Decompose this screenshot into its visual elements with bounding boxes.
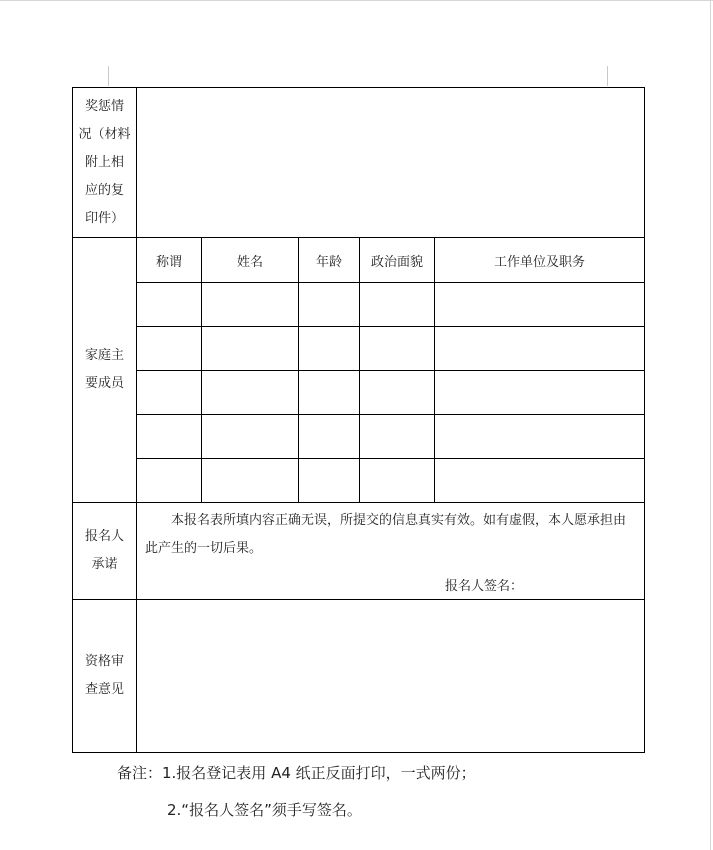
awards-row <box>73 88 645 238</box>
family-cell-employer-position[interactable] <box>435 327 645 371</box>
column-header-political-status: 政治面貌 <box>360 238 435 283</box>
family-cell-age[interactable] <box>299 327 360 371</box>
family-cell-employer-position[interactable] <box>435 415 645 459</box>
family-cell-political-status[interactable] <box>360 415 435 459</box>
page-top-edge <box>0 0 713 1</box>
family-cell-employer-position[interactable] <box>435 283 645 327</box>
family-cell-political-status[interactable] <box>360 283 435 327</box>
family-cell-name[interactable] <box>202 283 299 327</box>
review-row <box>73 600 645 753</box>
family-cell-name[interactable] <box>202 415 299 459</box>
family-cell-age[interactable] <box>299 371 360 415</box>
pledge-label: 报名人 承诺 <box>73 503 137 600</box>
family-cell-political-status[interactable] <box>360 459 435 503</box>
table-row <box>73 283 645 327</box>
column-header-age: 年龄 <box>299 238 360 283</box>
family-cell-age[interactable] <box>299 459 360 503</box>
family-cell-political-status[interactable] <box>360 327 435 371</box>
signature-label: 报名人签名： <box>445 579 524 594</box>
note-line-2: 2.“报名人签名”须手写签名。 <box>167 801 362 819</box>
family-cell-relation[interactable] <box>137 327 202 371</box>
table-row <box>73 415 645 459</box>
family-cell-age[interactable] <box>299 283 360 327</box>
awards-content-field[interactable] <box>137 88 645 238</box>
family-cell-name[interactable] <box>202 371 299 415</box>
family-cell-employer-position[interactable] <box>435 371 645 415</box>
registration-form-table <box>72 87 645 753</box>
notes <box>117 762 476 819</box>
table-row <box>73 327 645 371</box>
awards-label: 奖惩情 况（材料 附上相 应的复 印件） <box>73 88 137 238</box>
family-cell-employer-position[interactable] <box>435 459 645 503</box>
note-line-1: 备注：1.报名登记表用 A4 纸正反面打印，一式两份； <box>117 764 476 782</box>
pledge-content <box>137 503 645 600</box>
margin-mark-right <box>607 66 608 86</box>
pledge-text: 本报名表所填内容正确无误，所提交的信息真实有效。如有虚假，本人愿承担由此产生的一切后果。 <box>145 513 627 556</box>
family-cell-relation[interactable] <box>137 415 202 459</box>
family-cell-relation[interactable] <box>137 283 202 327</box>
family-header-row <box>73 238 645 283</box>
family-cell-relation[interactable] <box>137 459 202 503</box>
column-header-relation: 称谓 <box>137 238 202 283</box>
page-right-edge <box>710 0 711 850</box>
family-cell-name[interactable] <box>202 327 299 371</box>
column-header-name: 姓名 <box>202 238 299 283</box>
column-header-employer-position: 工作单位及职务 <box>435 238 645 283</box>
family-label: 家庭主 要成员 <box>73 238 137 503</box>
review-opinion-field[interactable] <box>137 600 645 753</box>
pledge-row <box>73 503 645 600</box>
family-cell-age[interactable] <box>299 415 360 459</box>
table-row <box>73 459 645 503</box>
margin-mark-left <box>108 66 109 86</box>
review-label: 资格审 查意见 <box>73 600 137 753</box>
family-cell-name[interactable] <box>202 459 299 503</box>
family-cell-relation[interactable] <box>137 371 202 415</box>
family-cell-political-status[interactable] <box>360 371 435 415</box>
table-row <box>73 371 645 415</box>
